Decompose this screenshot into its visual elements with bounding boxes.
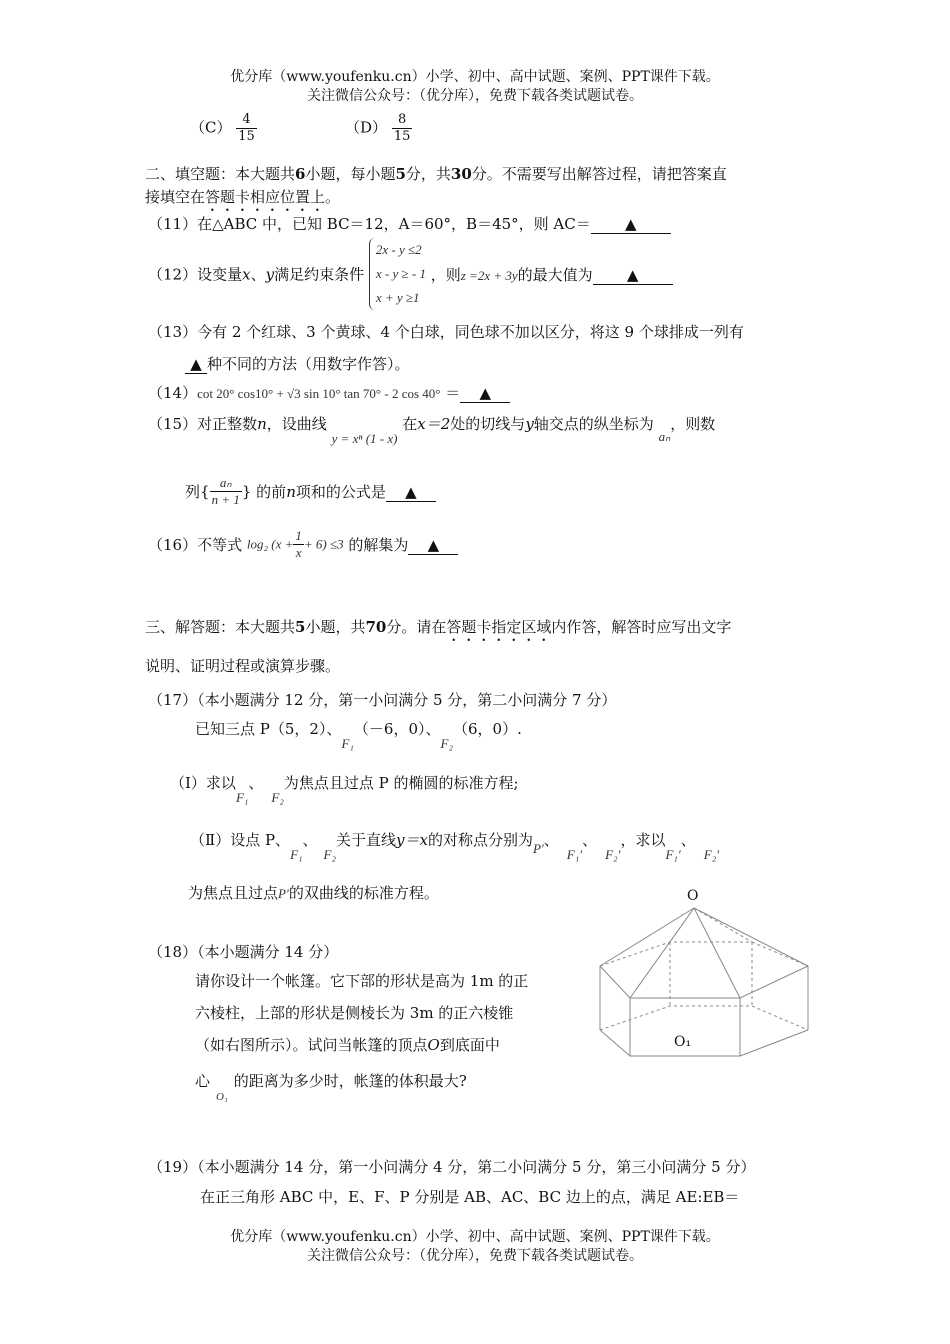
section2-line2: 接填空在答题卡相应位置上。	[145, 188, 341, 206]
question-17-part2-line2: 为焦点且过点P′的双曲线的标准方程。	[188, 884, 439, 902]
page-footer-line1: 优分库（www.youfenku.cn）小学、初中、高中试题、案例、PPT课件下载。	[230, 1229, 720, 1245]
question-18-head: （18）（本小题满分 14 分）	[148, 943, 339, 961]
question-18-line2: 六棱柱，上部的形状是侧棱长为 3m 的正六棱锥	[195, 1004, 514, 1022]
page-header-line1: 优分库（www.youfenku.cn）小学、初中、高中试题、案例、PPT课件下载。	[230, 69, 720, 85]
question-12: （12）设变量x、y满足约束条件 2x - y ≤2 x - y ≥ - 1 x + y ≥1 ，则z =2x + 3y的最大值为 ▲	[148, 238, 673, 310]
section3-line2: 说明、证明过程或演算步骤。	[145, 657, 341, 675]
constraint-system: 2x - y ≤2 x - y ≥ - 1 x + y ≥1	[369, 238, 426, 310]
question-17-given: 已知三点 P（5，2）、F₁（－6，0）、F₂（6，0）.	[195, 720, 522, 751]
question-19-head: （19）（本小题满分 14 分，第一小问满分 4 分，第二小问满分 5 分，第三小问满分 5 分）	[148, 1158, 756, 1176]
question-19-line1: 在正三角形 ABC 中，E、F、P 分别是 AB、AC、BC 边上的点，满足 AE:EB＝	[200, 1188, 740, 1206]
answer-blank: ▲	[460, 384, 510, 403]
question-18-line1: 请你设计一个帐篷。它下部的形状是高为 1m 的正	[195, 972, 529, 990]
question-15-line1: （15）对正整数n，设曲线 y = xⁿ (1 - x) 在x＝2处的切线与y轴交点的纵坐标为 aₙ，则数	[148, 415, 716, 446]
question-16: （16）不等式 log₂ (x + $\frac{1}{x}$ + 6) ≤3 的解集为 ▲	[148, 528, 458, 561]
question-11: （11）在△ABC 中，已知 BC＝12，A＝60°，B＝45°，则 AC＝ ▲	[148, 213, 671, 234]
question-15-line2: 列{ $\frac{\text{aₙ}}{n + 1}$ } 的前n项和的公式是 ▲	[185, 475, 436, 508]
question-17-part2: （Ⅱ）设点 P、F₁、F₂关于直线y＝x的对称点分别为P′、F₁′、F₂′，求以F₁′、F₂′	[190, 831, 720, 862]
answer-blank: ▲	[591, 215, 671, 234]
page-footer-line2: 关注微信公众号：（优分库），免费下载各类试题试卷。	[307, 1248, 643, 1264]
question-18-line3: （如右图所示）。试问当帐篷的顶点O到底面中	[195, 1036, 500, 1054]
answer-blank: ▲	[408, 536, 458, 555]
page-header-line2: 关注微信公众号：（优分库），免费下载各类试题试卷。	[307, 88, 643, 104]
question-17-part1: （Ⅰ）求以F₁、F₂为焦点且过点 P 的椭圆的标准方程;	[170, 774, 519, 805]
question-14: （14）cot 20° cos10° + √3 sin 10° tan 70° - 2 cos 40° ＝ ▲	[148, 382, 510, 403]
answer-blank: ▲	[593, 266, 673, 285]
option-d: （D） $\frac{8}{15}$	[345, 112, 411, 144]
question-18-line4: 心$_{O_1}$的距离为多少时，帐篷的体积最大?	[195, 1072, 467, 1103]
answer-blank: ▲	[185, 355, 207, 374]
option-c: （C） $\frac{4}{15}$	[190, 112, 255, 144]
apex-label: O	[687, 888, 699, 904]
section3-title: 三、解答题：本大题共5小题，共70分。请在答题卡指定区域内作答，解答时应写出文字	[145, 618, 732, 636]
answer-blank: ▲	[386, 483, 436, 502]
tent-figure	[590, 880, 820, 1070]
question-13-line2: ▲ 种不同的方法（用数字作答）。	[185, 353, 410, 374]
question-17-head: （17）（本小题满分 12 分，第一小问满分 5 分，第二小问满分 7 分）	[148, 691, 617, 709]
base-center-label: O₁	[674, 1034, 692, 1050]
section2-title: 二、填空题：本大题共6小题，每小题5分，共30分。不需要写出解答过程，请把答案直	[145, 165, 727, 183]
question-13-line1: （13）今有 2 个红球、3 个黄球、4 个白球，同色球不加以区分，将这 9 个球排成一列有	[148, 323, 744, 341]
